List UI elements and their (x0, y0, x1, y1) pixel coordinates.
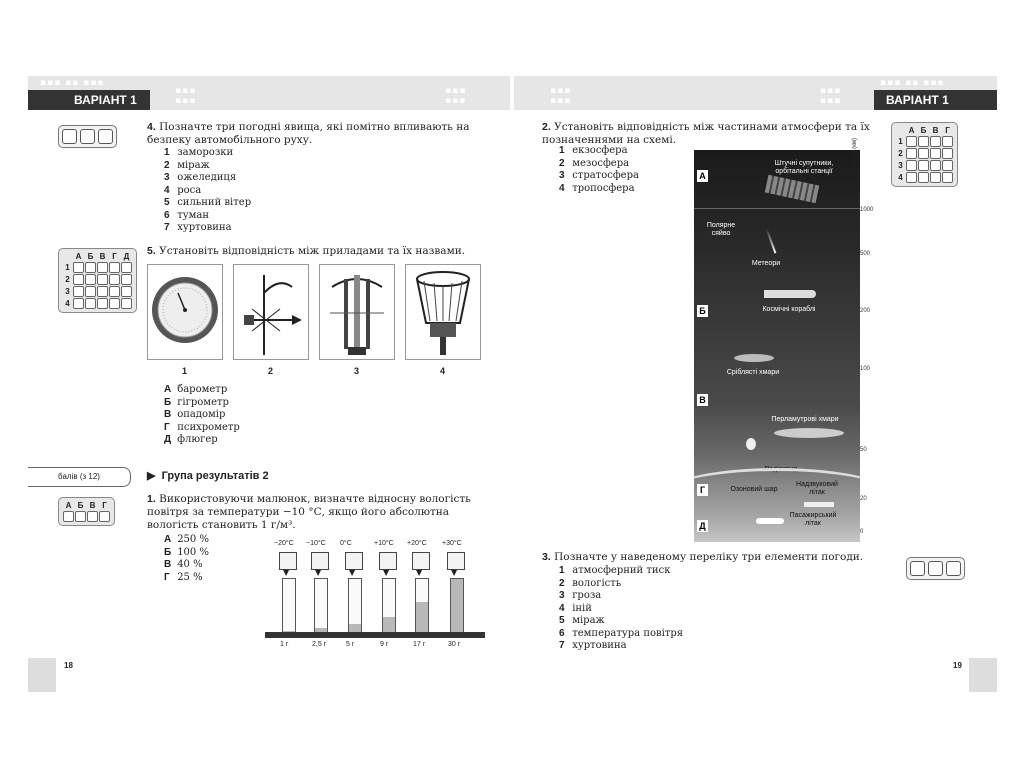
triangle-icon: ▶ (147, 470, 156, 482)
image-number: 4 (440, 366, 446, 376)
arrow-down-icon: ▼ (283, 568, 290, 577)
axis-tick: 50 (860, 447, 867, 453)
grid-cell[interactable] (109, 262, 120, 273)
grid-cell[interactable] (906, 172, 917, 183)
grid-cell[interactable] (930, 160, 941, 171)
grid-cell[interactable] (109, 298, 120, 309)
option-number: Г (164, 421, 170, 433)
question-r3 (542, 551, 876, 564)
variant-label-right: ВАРІАНТ 1 (874, 90, 997, 110)
option-text: стратосфера (572, 170, 639, 181)
arrow-down-icon: ▼ (416, 568, 423, 577)
grid-cell[interactable] (97, 298, 108, 309)
option-number: А (164, 534, 172, 545)
aurora-label: Полярне сяйво (706, 222, 736, 237)
option-item (559, 158, 639, 171)
water-cylinder (382, 578, 396, 634)
answer-grid-g1[interactable] (58, 497, 115, 526)
water-mass-label: 2,5 г (312, 641, 327, 648)
grid-column-letter: Б (920, 126, 927, 135)
water-cylinder (450, 578, 464, 634)
grid-cell[interactable] (97, 262, 108, 273)
answer-boxes-q4[interactable] (58, 125, 117, 148)
layer-label-b: Б (697, 305, 708, 317)
option-item (164, 422, 240, 435)
layer-label-d: Д (697, 520, 708, 532)
image-number: 3 (354, 366, 360, 376)
option-item (164, 147, 251, 160)
grid-cell[interactable] (942, 136, 953, 147)
water-cylinder (348, 578, 362, 634)
option-text: 250 % (177, 534, 209, 545)
question-text: Позначте три погодні явища, які помітно впливають на безпеку автомобільного руху. (147, 121, 470, 146)
question-number: 3. (542, 551, 551, 563)
option-item (164, 172, 251, 185)
option-number: 3 (559, 170, 565, 181)
grid-cell[interactable] (109, 274, 120, 285)
rain-gauge-image (405, 264, 481, 360)
q4-options (164, 147, 251, 235)
grid-cell[interactable] (918, 172, 929, 183)
option-number: 5 (164, 197, 170, 208)
grid-row-number: 2 (65, 275, 70, 284)
grid-cell[interactable] (97, 286, 108, 297)
barometer-image (147, 264, 223, 360)
option-text: туман (177, 209, 210, 221)
q5-options (164, 384, 240, 447)
option-number: 2 (164, 159, 170, 171)
grid-row-number: 1 (898, 137, 903, 146)
grid-column-letter: Д (123, 252, 130, 261)
option-item (559, 578, 683, 591)
option-text: флюгер (177, 434, 218, 445)
meteor-image (766, 228, 777, 253)
grid-column-letter: А (908, 126, 915, 135)
grid-column-letter: Б (87, 252, 94, 261)
grid-column-letter: Г (945, 126, 950, 135)
grid-cell[interactable] (121, 286, 132, 297)
water-mass-label: 17 г (413, 641, 426, 648)
grid-row-number: 4 (898, 173, 903, 182)
option-number: 4 (559, 182, 565, 194)
option-text: заморозки (177, 147, 234, 158)
grid-cell[interactable] (942, 160, 953, 171)
option-item (164, 197, 251, 210)
option-text: 40 % (177, 559, 203, 570)
water-mass-label: 30 г (448, 641, 461, 648)
question-5 (147, 245, 483, 258)
decor-dots: ▪▪▪ ▪▪▪ (550, 86, 572, 106)
option-item (164, 397, 240, 410)
option-text: психрометр (177, 421, 240, 433)
question-text: Використовуючи малюнок, визначте відносну вологість повітря за температури −10 °С, якщо його абсолютна вологість становить 1 г/м³. (147, 493, 471, 531)
grid-cell[interactable] (99, 511, 110, 522)
option-number: 1 (559, 565, 565, 576)
axis-tick: 200 (860, 308, 871, 314)
option-number: 1 (164, 147, 170, 158)
grid-column-letter: А (65, 501, 72, 510)
option-number: Б (164, 396, 172, 408)
grid-row-number: 3 (898, 161, 903, 170)
group-title (147, 469, 269, 482)
meteors-label: Метеори (751, 260, 781, 267)
option-number: В (164, 409, 172, 420)
grid-column-letter: В (99, 252, 106, 261)
grid-cell[interactable] (85, 262, 96, 273)
option-text: вологість (572, 577, 622, 589)
grid-cell[interactable] (906, 148, 917, 159)
option-text: ожеледиця (177, 172, 237, 183)
radiosonde-label: Радіозонд (764, 466, 798, 473)
passenger-plane-image (756, 518, 784, 524)
option-item (559, 170, 639, 183)
r2-options (559, 145, 639, 195)
satellites-label: Штучні супутники, орбітальні станції (774, 160, 834, 175)
option-text: 25 % (177, 571, 203, 583)
grid-cell[interactable] (73, 274, 84, 285)
grid-cell[interactable] (73, 298, 84, 309)
option-item (164, 572, 209, 585)
arrow-down-icon: ▼ (451, 568, 458, 577)
pearl-clouds-label: Перламутрові хмари (771, 416, 839, 423)
grid-cell[interactable] (75, 511, 86, 522)
grid-column-letter: Г (102, 501, 107, 510)
decor-dots: ▪▪▪ ▪▪▪ (175, 86, 197, 106)
arrow-down-icon: ▼ (315, 568, 322, 577)
decor-dots: ▪▪▪ ▪▪▪ (820, 86, 842, 106)
water-level (451, 579, 463, 633)
option-text: гігрометр (177, 396, 229, 408)
grid-cell[interactable] (942, 172, 953, 183)
water-level (383, 617, 395, 633)
grid-column-letter: В (89, 501, 96, 510)
answer-grid-r2[interactable] (891, 122, 958, 187)
grid-cell[interactable] (918, 160, 929, 171)
question-number: 4. (147, 121, 156, 133)
grid-column-letter: Б (77, 501, 84, 510)
atmosphere-diagram (694, 150, 860, 542)
option-number: Г (164, 571, 170, 583)
option-text: мезосфера (572, 157, 630, 169)
option-number: 4 (164, 184, 170, 196)
axis-label: Висота (км) (852, 137, 858, 170)
ozone-label: Озоновий шар (730, 486, 778, 493)
grid-cell[interactable] (85, 298, 96, 309)
grid-cell[interactable] (930, 136, 941, 147)
option-number: 5 (559, 615, 565, 626)
option-text: сильний вітер (177, 197, 252, 208)
figure-base (265, 632, 485, 638)
temperature-label: +30°С (442, 540, 462, 547)
temperature-label: 0°С (340, 540, 352, 547)
option-item (164, 185, 251, 198)
option-item (559, 603, 683, 616)
option-text: атмосферний тиск (572, 565, 671, 576)
grid-cell[interactable] (942, 148, 953, 159)
option-number: 2 (559, 577, 565, 589)
option-text: гроза (572, 590, 602, 601)
layer-label-v: В (697, 394, 708, 406)
option-number: 7 (164, 222, 170, 233)
grid-cell[interactable] (906, 136, 917, 147)
temperature-label: −10°С (306, 540, 326, 547)
option-text: температура повітря (572, 627, 684, 639)
question-text: Установіть відповідність між приладами та їх назвами. (159, 245, 466, 257)
variant-label-left: ВАРІАНТ 1 (28, 90, 150, 110)
grid-cell[interactable] (63, 511, 74, 522)
grid-cell[interactable] (97, 274, 108, 285)
grid-cell[interactable] (121, 274, 132, 285)
option-item (164, 559, 209, 572)
question-number: 2. (542, 121, 551, 133)
option-number: 2 (559, 157, 565, 169)
image-number: 2 (268, 366, 274, 376)
image-number: 1 (182, 366, 188, 376)
horizon-line (694, 208, 860, 209)
spaceship-image (764, 290, 816, 298)
option-text: роса (177, 184, 202, 196)
water-mass-label: 1 г (280, 641, 289, 648)
option-item (164, 434, 240, 447)
radiosonde-image (746, 438, 756, 450)
decor-dots: ▪▪▪ ▪▪ ▪▪▪ (880, 78, 945, 88)
option-number: Д (164, 434, 172, 445)
decor-dots: ▪▪▪ ▪▪ ▪▪▪ (40, 78, 105, 88)
option-item (559, 628, 683, 641)
question-4 (147, 121, 483, 147)
option-number: 3 (164, 172, 170, 183)
supersonic-label: Надзвуковий літак (796, 481, 838, 496)
temperature-label: +10°С (374, 540, 394, 547)
arrow-down-icon: ▼ (349, 568, 356, 577)
decor-dots: ▪▪▪ ▪▪▪ (445, 86, 467, 106)
group-title-text: Група результатів 2 (161, 470, 269, 482)
option-number: 6 (164, 209, 170, 221)
option-item (164, 409, 240, 422)
option-item (559, 590, 683, 603)
answer-grid-q5[interactable] (58, 248, 137, 313)
option-number: 1 (559, 145, 565, 156)
grid-cell[interactable] (121, 262, 132, 273)
option-item (559, 565, 683, 578)
r3-options (559, 565, 683, 653)
layer-label-g: Г (697, 484, 708, 496)
question-text: Позначте у наведеному переліку три елементи погоди. (554, 551, 864, 563)
page-number-right: 19 (969, 658, 997, 692)
grid-cell[interactable] (85, 274, 96, 285)
option-number: Б (164, 546, 172, 558)
question-r2 (542, 121, 876, 147)
group2-question-1 (147, 493, 483, 532)
water-cylinder (415, 578, 429, 634)
option-text: барометр (177, 384, 228, 395)
water-mass-label: 5 г (346, 641, 355, 648)
arrow-down-icon: ▼ (383, 568, 390, 577)
grid-cell[interactable] (87, 511, 98, 522)
silver-clouds-image (734, 354, 774, 362)
grid-column-letter: А (75, 252, 82, 261)
water-mass-label: 9 г (380, 641, 389, 648)
temperature-label: +20°С (407, 540, 427, 547)
option-item (559, 615, 683, 628)
weather-vane-image (233, 264, 309, 360)
option-item (559, 145, 639, 158)
silver-clouds-label: Сріблясті хмари (726, 369, 780, 376)
option-item (164, 534, 209, 547)
axis-tick: 0 (860, 529, 864, 535)
grid-cell[interactable] (930, 148, 941, 159)
grid-cell[interactable] (930, 172, 941, 183)
option-text: 100 % (177, 546, 209, 558)
option-item (164, 547, 209, 560)
temperature-label: −20°С (274, 540, 294, 547)
grid-cell[interactable] (85, 286, 96, 297)
option-text: хуртовина (572, 640, 627, 651)
grid-row-number: 1 (65, 263, 70, 272)
option-text: хуртовина (177, 222, 232, 233)
option-item (164, 160, 251, 173)
grid-cell[interactable] (73, 262, 84, 273)
grid-cell[interactable] (121, 298, 132, 309)
psychrometer-image (319, 264, 395, 360)
option-text: тропосфера (572, 182, 635, 194)
axis-tick: 1000 (860, 207, 874, 213)
answer-boxes-r3[interactable] (906, 557, 965, 580)
water-level (416, 602, 428, 633)
option-item (164, 210, 251, 223)
axis-tick: 500 (860, 251, 871, 257)
grid-cell[interactable] (109, 286, 120, 297)
layer-label-a: А (697, 170, 708, 182)
option-item (164, 384, 240, 397)
page-number-left: 18 (28, 658, 56, 692)
score-box[interactable]: балів (з 12) (28, 467, 131, 487)
water-cylinder (282, 578, 296, 634)
grid-row-number: 4 (65, 299, 70, 308)
question-number: 1. (147, 493, 156, 505)
grid-cell[interactable] (918, 148, 929, 159)
option-item (559, 640, 683, 653)
question-number: 5. (147, 245, 156, 257)
option-text: екзосфера (572, 145, 628, 156)
option-number: 4 (559, 602, 565, 614)
option-number: 6 (559, 627, 565, 639)
grid-column-letter: В (932, 126, 939, 135)
grid-row-number: 3 (65, 287, 70, 296)
satellite-image (765, 175, 820, 203)
axis-tick: 20 (860, 496, 867, 502)
option-number: В (164, 559, 172, 570)
option-text: опадомір (177, 409, 226, 420)
supersonic-plane-image (804, 502, 834, 507)
option-number: А (164, 384, 172, 395)
option-text: міраж (572, 615, 605, 626)
question-text: Установіть відповідність між частинами атмосфери та їх позначеннями на схемі. (542, 121, 870, 146)
option-text: міраж (177, 159, 210, 171)
g1-options (164, 534, 209, 584)
pearl-clouds-image (774, 428, 844, 438)
grid-cell[interactable] (73, 286, 84, 297)
option-item (164, 222, 251, 235)
grid-row-number: 2 (898, 149, 903, 158)
option-number: 3 (559, 590, 565, 601)
option-item (559, 183, 639, 196)
option-number: 7 (559, 640, 565, 651)
ships-label: Космічні кораблі (762, 306, 816, 313)
option-text: іній (572, 602, 592, 614)
water-cylinder (314, 578, 328, 634)
grid-cell[interactable] (906, 160, 917, 171)
grid-cell[interactable] (918, 136, 929, 147)
passenger-label: Пасажирський літак (789, 512, 837, 527)
grid-column-letter: Г (112, 252, 117, 261)
axis-tick: 100 (860, 366, 871, 372)
